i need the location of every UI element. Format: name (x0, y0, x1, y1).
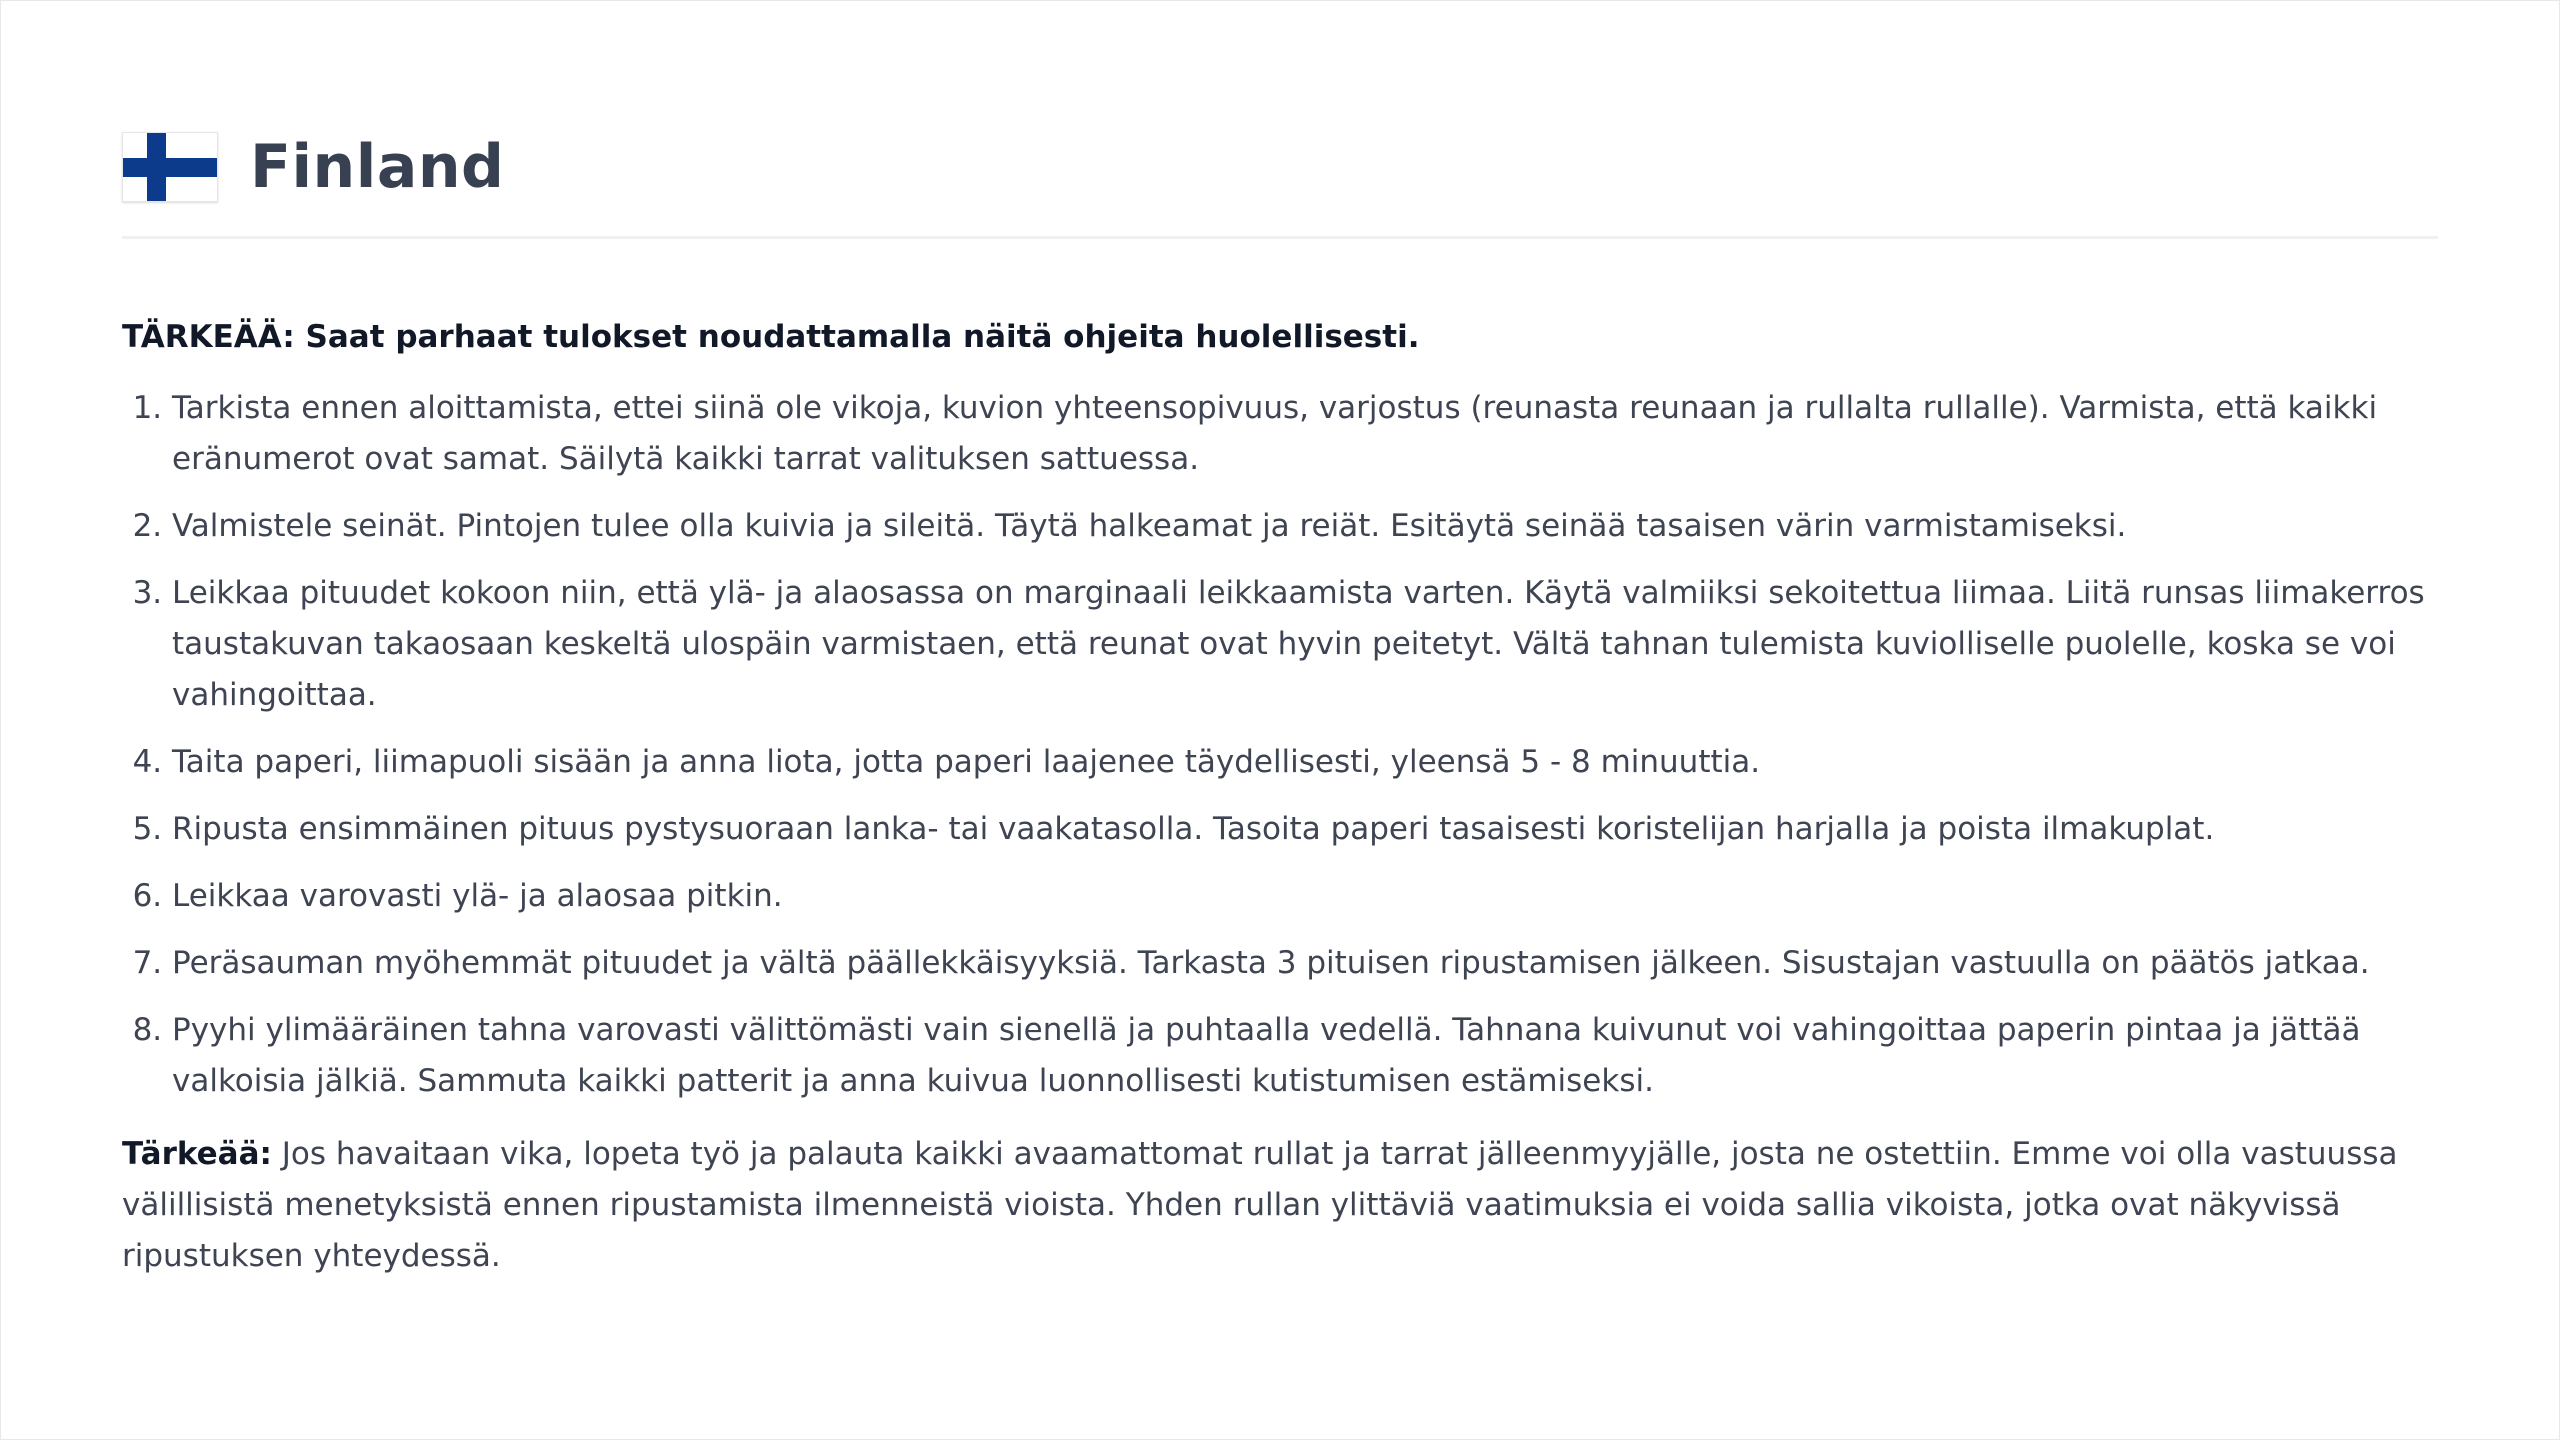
important-heading: TÄRKEÄÄ: Saat parhaat tulokset noudattamalla näitä ohjeita huolellisesti. (122, 319, 1420, 355)
step-item: 7. Peräsauman myöhemmät pituudet ja vältä päällekkäisyyksiä. Tarkasta 3 pituisen ripustamisen jälkeen. Sisustajan vastuulla on päätös jatkaa. (172, 938, 2438, 989)
step-item: 3. Leikkaa pituudet kokoon niin, että ylä- ja alaosassa on marginaali leikkaamista varten. Käytä valmiiksi sekoitettua liimaa. Liitä runsas liimakerros taustakuvan takaosaan keskeltä ulospäin varmistaen, että reunat ovat hyvin peitetyt. Vältä tahnan tulemista kuviolliselle puolelle, koska se voi vahingoittaa. (172, 568, 2438, 721)
page-title: Finland (250, 132, 505, 202)
header-divider (122, 236, 2438, 239)
step-item: 1. Tarkista ennen aloittamista, ettei siinä ole vikoja, kuvion yhteensopivuus, varjostus (reunasta reunaan ja rullalta rullalle). Varmista, että kaikki eränumerot ovat samat. Säilytä kaikki tarrat valituksen sattuessa. (172, 383, 2438, 485)
step-item: 4. Taita paperi, liimapuoli sisään ja anna liota, jotta paperi laajenee täydellisesti, yleensä 5 - 8 minuuttia. (172, 737, 2438, 788)
footer-note (122, 1129, 2438, 1282)
footer-note-lead: Tärkeää: (122, 1136, 272, 1172)
step-item: 8. Pyyhi ylimääräinen tahna varovasti välittömästi vain sienellä ja puhtaalla vedellä. Tahnana kuivunut voi vahingoittaa paperin pintaa ja jättää valkoisia jälkiä. Sammuta kaikki patterit ja anna kuivua luonnollisesti kutistumisen estämiseksi. (172, 1005, 2438, 1107)
step-item: 5. Ripusta ensimmäinen pituus pystysuoraan lanka- tai vaakatasolla. Tasoita paperi tasaisesti koristelijan harjalla ja poista ilmakuplat. (172, 804, 2438, 855)
step-item: 6. Leikkaa varovasti ylä- ja alaosaa pitkin. (172, 871, 2438, 922)
footer-note-text: Jos havaitaan vika, lopeta työ ja palauta kaikki avaamattomat rullat ja tarrat jälleenmyyjälle, josta ne ostettiin. Emme voi olla vastuussa välillisistä menetyksistä ennen ripustamista ilmenneistä vioista. Yhden rullan ylittäviä vaatimuksia ei voida sallia vikoista, jotka ovat näkyvissä ripustuksen yhteydessä. (122, 1136, 2398, 1274)
instruction-steps (122, 383, 2438, 1107)
content-page (122, 118, 2438, 1282)
finland-flag-icon (122, 132, 218, 202)
step-item: 2. Valmistele seinät. Pintojen tulee olla kuivia ja sileitä. Täytä halkeamat ja reiät. Esitäytä seinää tasaisen värin varmistamiseksi. (172, 501, 2438, 552)
page-header (122, 118, 2438, 216)
